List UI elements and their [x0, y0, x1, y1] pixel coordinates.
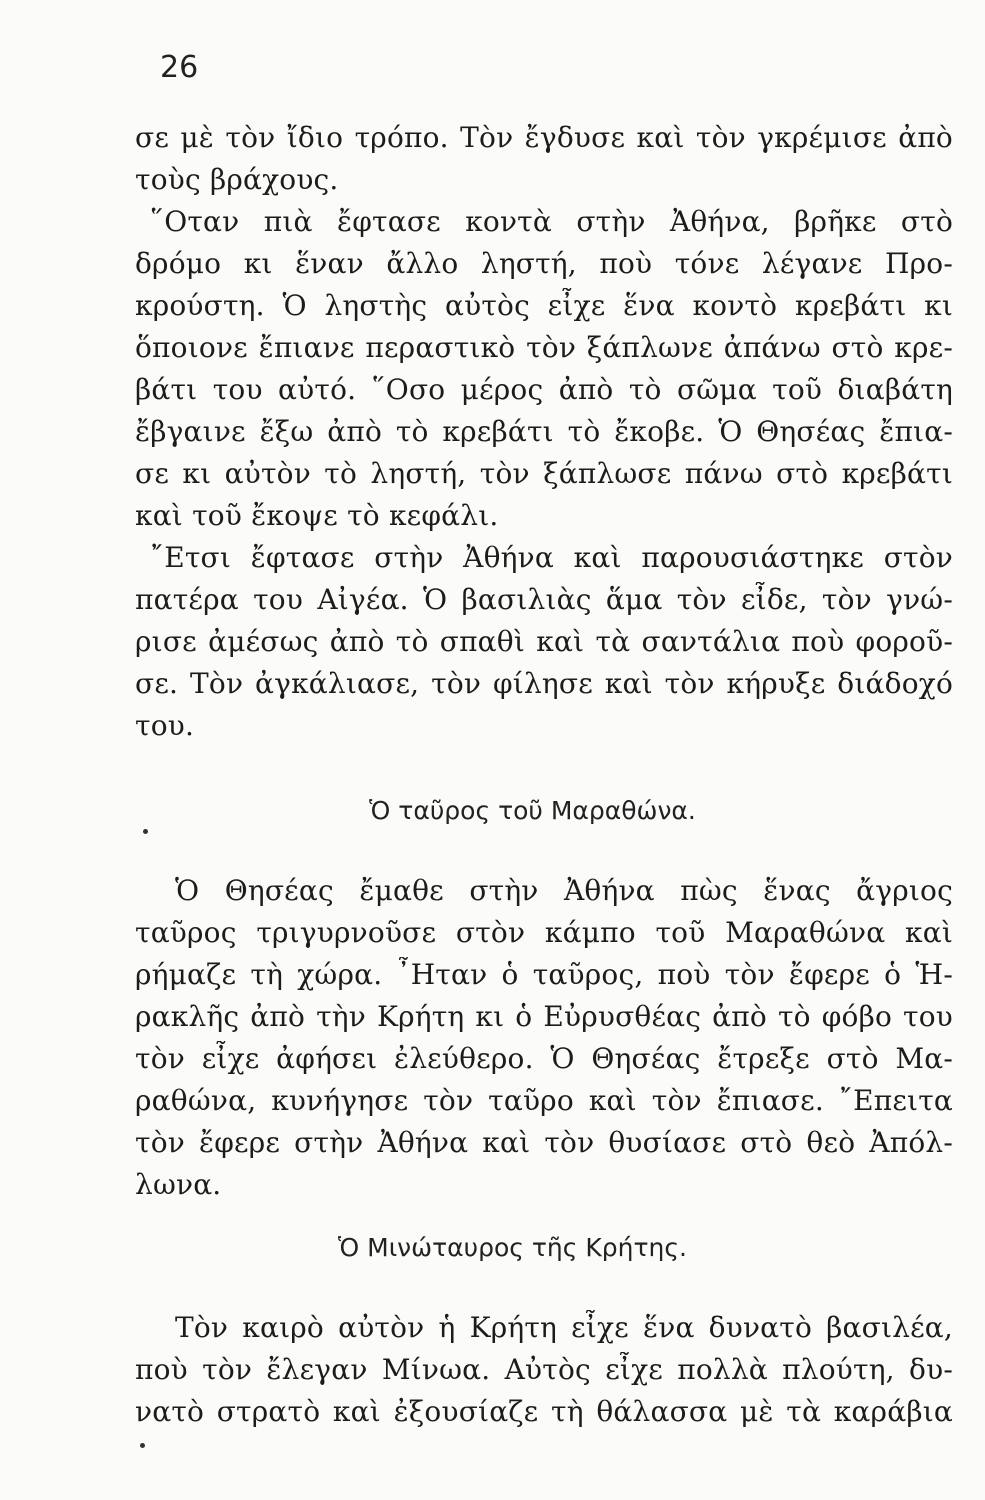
text-line: Τὸν καιρὸ αὐτὸν ἡ Κρήτη εἶχε ἕνα δυνατὸ βασιλέα, — [175, 1311, 953, 1344]
text-line: πατέρα του Αἰγέα. Ὁ βασιλιὰς ἅμα τὸν εἶδε, τὸν γνώ- — [135, 583, 953, 616]
text-line: καὶ τοῦ ἔκοψε τὸ κεφάλι. — [135, 499, 499, 532]
print-speck — [143, 829, 148, 834]
text-line: σε μὲ τὸν ἴδιο τρόπο. Τὸν ἔγδυσε καὶ τὸν γκρέμισε ἀπὸ — [135, 121, 953, 154]
text-line: ραθώνα, κυνήγησε τὸν ταῦρο καὶ τὸν ἔπιασε. ῎Επειτα — [135, 1084, 953, 1117]
text-line: νατὸ στρατὸ καὶ ἐξουσίαζε τὴ θάλασσα μὲ τὰ καράβια — [135, 1395, 953, 1428]
text-line: λωνα. — [135, 1168, 222, 1201]
text-line: ὅποιονε ἔπιανε περαστικὸ τὸν ξάπλωνε ἀπάνω στὸ κρε- — [135, 331, 953, 364]
text-line: ρακλῆς ἀπὸ τὴν Κρήτη κι ὁ Εὐρυσθέας ἀπὸ τὸ φόβο του — [135, 1000, 953, 1033]
text-line: τὸν ἔφερε στὴν Ἀθήνα καὶ τὸν θυσίασε στὸ θεὸ Ἀπόλ- — [135, 1126, 953, 1159]
print-speck — [140, 1443, 145, 1448]
page-number: 26 — [160, 50, 199, 85]
text-line: ρήμαζε τὴ χώρα. ῏Ηταν ὁ ταῦρος, ποὺ τὸν ἔφερε ὁ Ἡ- — [135, 958, 953, 991]
text-line: ταῦρος τριγυρνοῦσε στὸν κάμπο τοῦ Μαραθώνα καὶ — [135, 916, 953, 949]
section-heading: Ὁ ταῦρος τοῦ Μαραθώνα. — [369, 796, 696, 825]
text-line: του. — [135, 709, 195, 742]
text-line: βάτι του αὐτό. ῞Οσο μέρος ἀπὸ τὸ σῶμα τοῦ διαβάτη — [135, 373, 953, 406]
text-line: τὸν εἶχε ἀφήσει ἐλεύθερο. Ὁ Θησέας ἔτρεξε στὸ Μα- — [135, 1042, 953, 1075]
text-line: δρόμο κι ἕναν ἄλλο ληστή, ποὺ τόνε λέγανε Προ- — [135, 247, 953, 280]
text-line: ἔβγαινε ἔξω ἀπὸ τὸ κρεβάτι τὸ ἔκοβε. Ὁ Θησέας ἔπια- — [135, 415, 953, 448]
text-line: ποὺ τὸν ἔλεγαν Μίνωα. Αὐτὸς εἶχε πολλὰ πλούτη, δυ- — [135, 1353, 953, 1386]
text-line: κρούστη. Ὁ ληστὴς αὐτὸς εἶχε ἕνα κοντὸ κρεβάτι κι — [135, 289, 953, 322]
text-line: σε κι αὐτὸν τὸ ληστή, τὸν ξάπλωσε πάνω στὸ κρεβάτι — [135, 457, 953, 490]
section-heading: Ὁ Μινώταυρος τῆς Κρήτης. — [338, 1233, 687, 1262]
text-line: ῞Οταν πιὰ ἔφτασε κοντὰ στὴν Ἀθήνα, βρῆκε στὸ — [150, 205, 953, 238]
text-line: Ὁ Θησέας ἔμαθε στὴν Ἀθήνα πὼς ἕνας ἄγριος — [175, 874, 953, 907]
text-line: ρισε ἀμέσως ἀπὸ τὸ σπαθὶ καὶ τὰ σαντάλια ποὺ φοροῦ- — [135, 625, 953, 658]
text-line: σε. Τὸν ἀγκάλιασε, τὸν φίλησε καὶ τὸν κήρυξε διάδοχό — [135, 667, 953, 700]
text-line: τοὺς βράχους. — [135, 163, 339, 196]
text-line: ῎Ετσι ἔφτασε στὴν Ἀθήνα καὶ παρουσιάστηκε στὸν — [150, 541, 953, 574]
